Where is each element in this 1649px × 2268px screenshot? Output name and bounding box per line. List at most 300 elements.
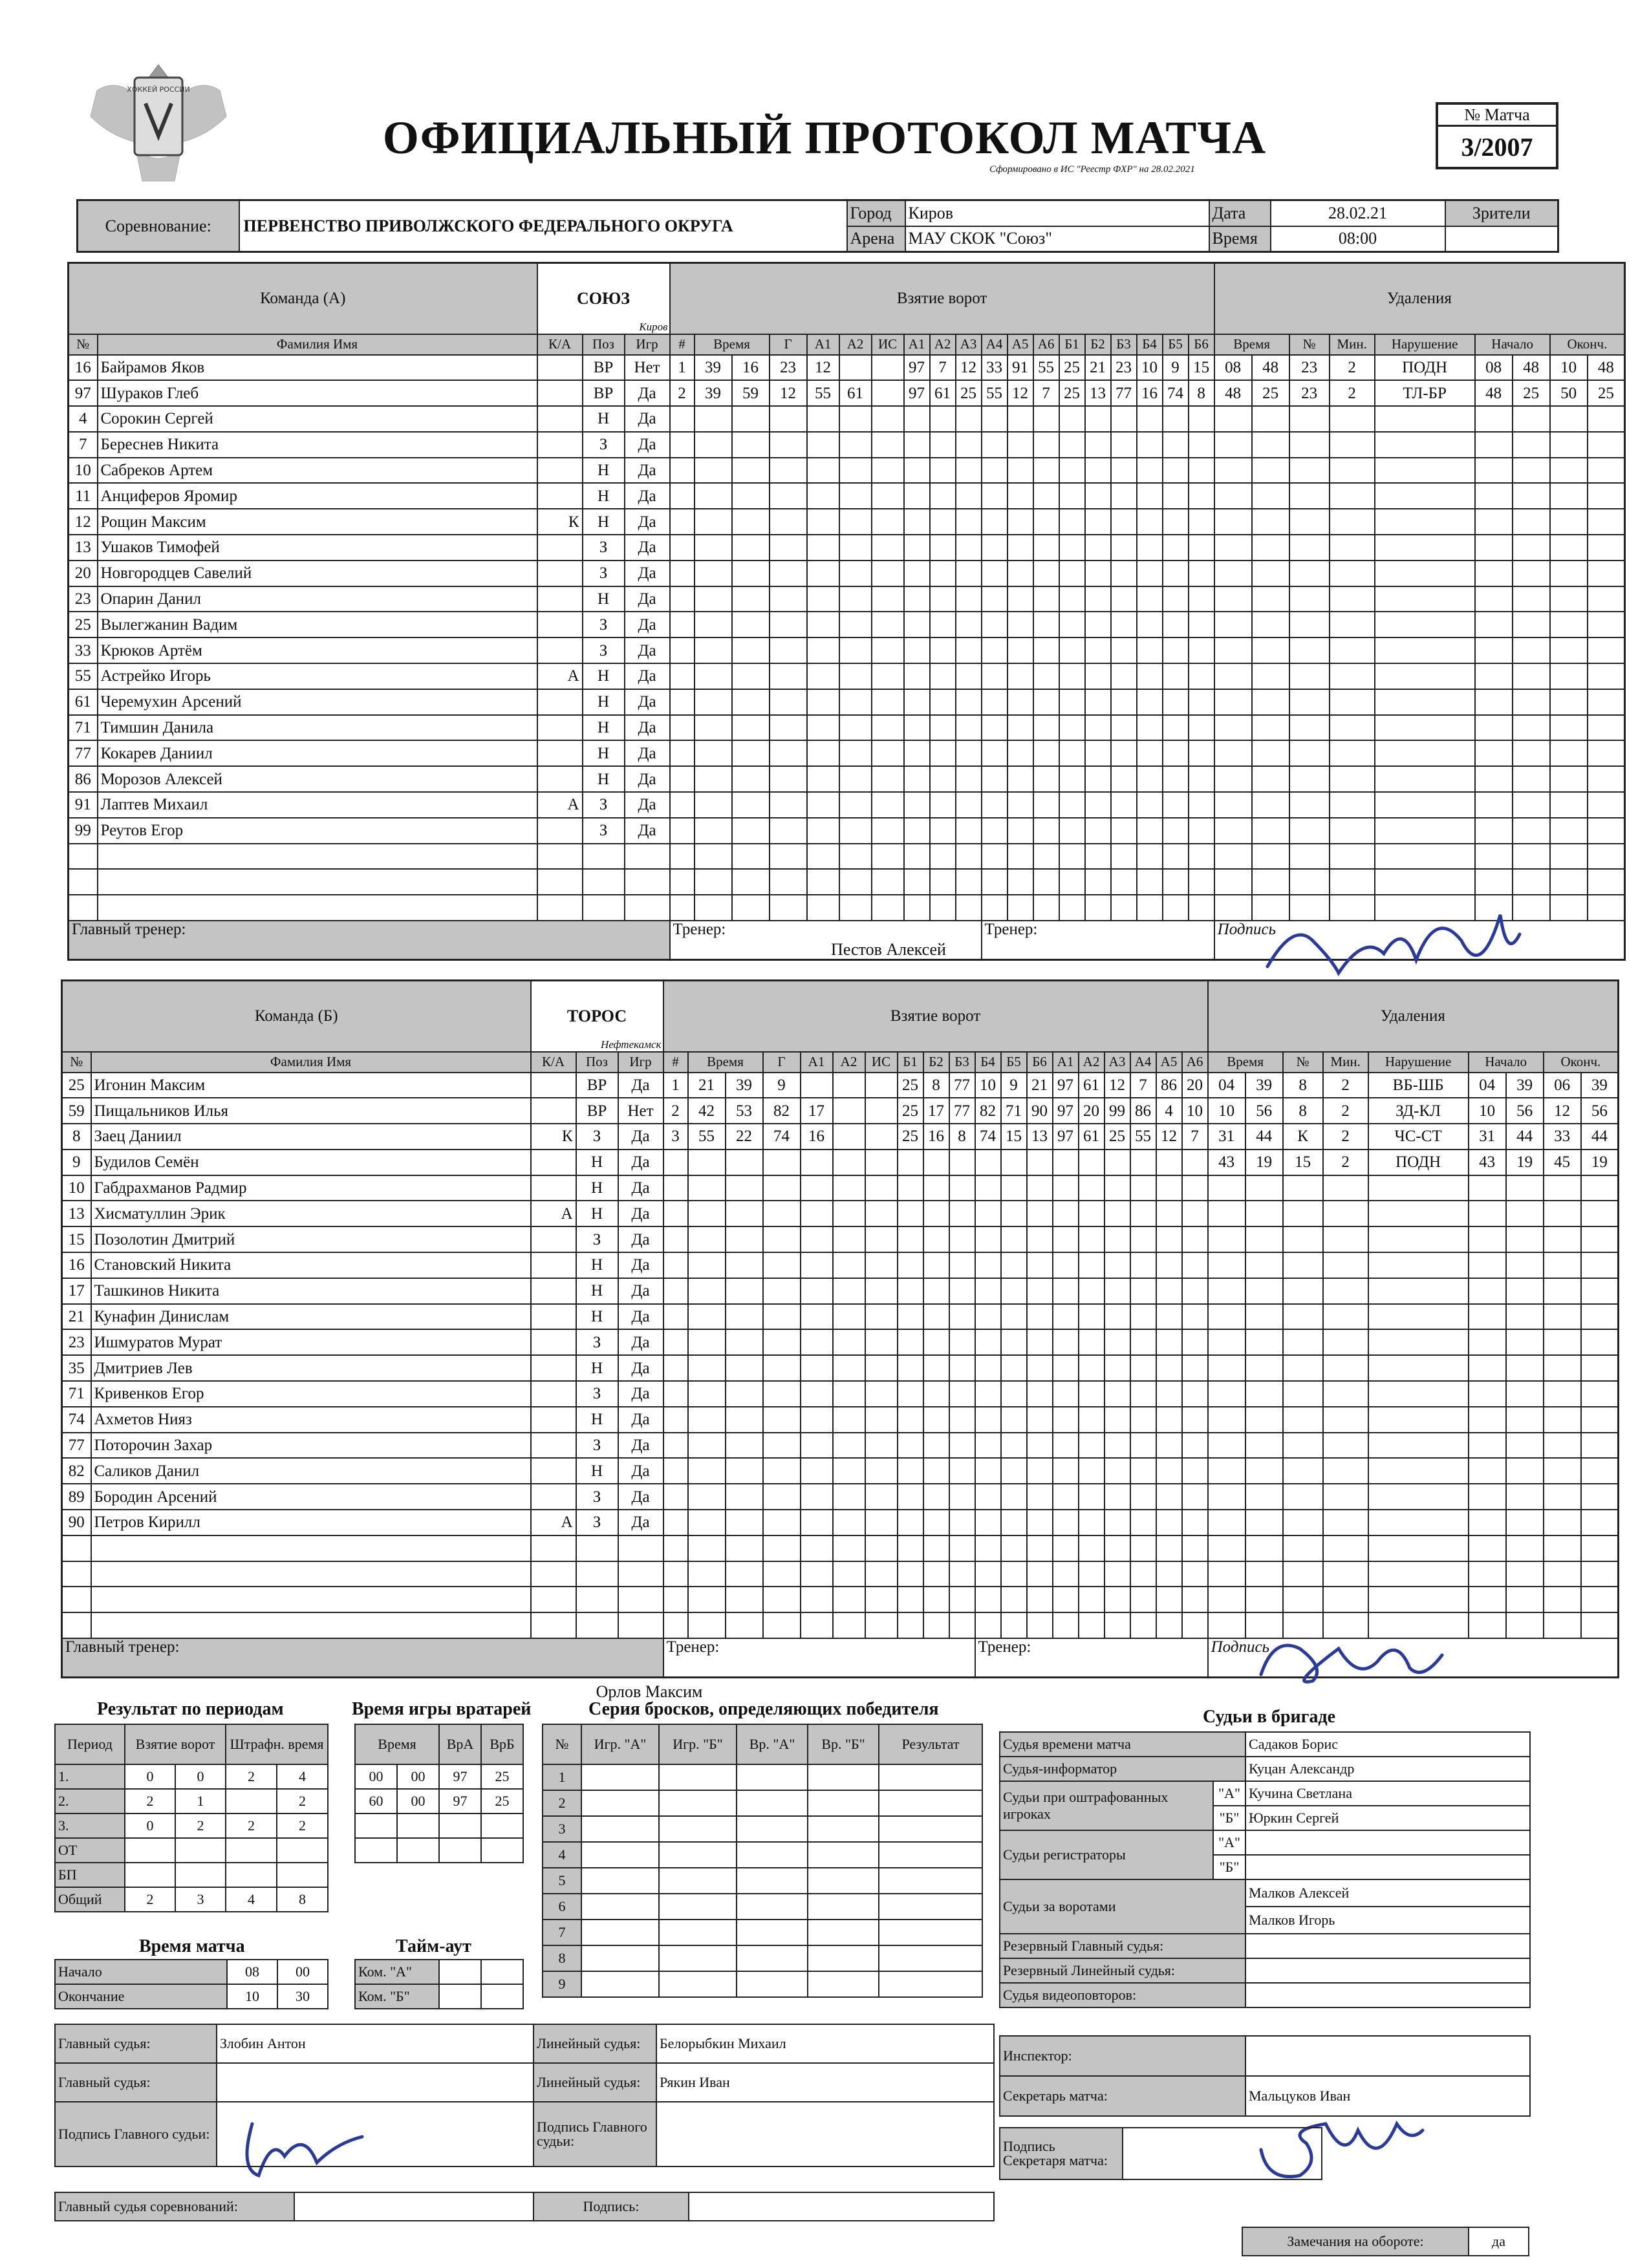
teamA-name-cell: [537, 263, 670, 334]
player-position: Н: [576, 1201, 618, 1226]
signature-team-b: [1248, 1623, 1455, 1694]
period-label: 1.: [55, 1764, 125, 1789]
player-number: 13: [69, 535, 98, 561]
shootout-number: 4: [543, 1842, 581, 1868]
officials-table: [54, 2024, 995, 2167]
player-position: З: [583, 637, 625, 663]
ref-pen-label: Судьи при оштрафованных игроках: [1000, 1781, 1213, 1830]
player-name: Заец Даниил: [91, 1124, 531, 1150]
player-role: [537, 458, 583, 484]
gk-min: [355, 1838, 397, 1863]
header-onice: А4: [982, 334, 1008, 355]
header-a2: А2: [839, 334, 872, 355]
table-row: [55, 1764, 328, 1789]
teamA-goals-title: Взятие ворот: [670, 263, 1214, 334]
goal-onice-player: 13: [1027, 1124, 1053, 1150]
player-role: [537, 586, 583, 612]
penalty-s2: 48: [1513, 355, 1550, 381]
teamA-city: Киров: [639, 320, 668, 333]
gk-h-b: ВрБ: [481, 1724, 523, 1764]
goal-a1: 17: [801, 1098, 833, 1124]
player-position: З: [576, 1226, 618, 1252]
player-played: Да: [618, 1458, 663, 1484]
notes-label: Замечания на обороте:: [1242, 2227, 1469, 2256]
penalty-t1: 10: [1208, 1098, 1245, 1124]
header-onice: Б6: [1189, 334, 1214, 355]
penalty-v: ПОДН: [1375, 355, 1475, 381]
player-name: Хисматуллин Эрик: [91, 1201, 531, 1226]
player-number: 12: [69, 509, 98, 535]
player-name: Сабреков Артем: [98, 458, 537, 484]
period-pen-b: [277, 1838, 328, 1863]
goal-a1: 16: [801, 1124, 833, 1150]
shootout-h_n: №: [543, 1724, 581, 1764]
table-row: [69, 715, 1625, 741]
player-name: Сорокин Сергей: [98, 406, 537, 432]
goal-onice-player: 23: [1111, 355, 1137, 381]
player-role: [537, 637, 583, 663]
penalty-min: 2: [1323, 1124, 1368, 1150]
player-position: З: [583, 535, 625, 561]
header-start: Начало: [1475, 334, 1550, 355]
goal-onice-player: 15: [1001, 1124, 1027, 1150]
player-played: Да: [625, 432, 670, 458]
table-row: [69, 740, 1625, 766]
player-played: Да: [618, 1304, 663, 1330]
notes-value: да: [1469, 2227, 1529, 2256]
player-number: 91: [69, 792, 98, 818]
ref-info-value: Куцан Александр: [1245, 1757, 1530, 1781]
player-name: Черемухин Арсений: [98, 689, 537, 715]
header-hash: #: [670, 334, 695, 355]
goal-onice-player: 13: [1085, 380, 1111, 406]
header-viol: Нарушение: [1375, 334, 1475, 355]
player-role: А: [537, 792, 583, 818]
period-pen-a: [226, 1838, 277, 1863]
player-played: Да: [618, 1510, 663, 1535]
player-role: [531, 1073, 576, 1098]
formed-note: Сформировано в ИС "Реестр ФХР" на 28.02.2021: [989, 164, 1195, 175]
goal-onice-player: 12: [1156, 1124, 1182, 1150]
header-is: ИС: [872, 334, 904, 355]
header-pmin: Мин.: [1330, 334, 1375, 355]
periods-h-pen: Штрафн. время: [226, 1724, 328, 1764]
goal-onice-player: 10: [975, 1073, 1001, 1098]
player-played: Да: [618, 1433, 663, 1459]
goal-onice-player: 25: [898, 1124, 923, 1150]
player-position: Н: [583, 406, 625, 432]
goal-onice-player: 61: [1079, 1124, 1105, 1150]
shootout-number: 2: [543, 1790, 581, 1816]
player-name: Саликов Данил: [91, 1458, 531, 1484]
player-number: 71: [62, 1381, 91, 1407]
player-role: [531, 1278, 576, 1304]
period-pen-b: 8: [277, 1887, 328, 1912]
goal-onice-player: 7: [930, 355, 956, 381]
ref-video-label: Судья видеоповторов:: [1000, 1983, 1245, 2007]
player-name: Рощин Максим: [98, 509, 537, 535]
player-number: 8: [62, 1124, 91, 1150]
inspector-label: Инспектор:: [1000, 2036, 1245, 2076]
player-role: [531, 1226, 576, 1252]
player-name: Кокарев Даниил: [98, 740, 537, 766]
player-number: 7: [69, 432, 98, 458]
player-role: [537, 355, 583, 381]
periods-title: Результат по периодам: [97, 1699, 284, 1719]
player-played: Да: [625, 637, 670, 663]
player-number: 82: [62, 1458, 91, 1484]
player-position: З: [583, 792, 625, 818]
player-played: Да: [625, 792, 670, 818]
ref-reg-a-tag: "А": [1213, 1830, 1245, 1855]
table-row: [69, 663, 1625, 689]
table-row: [69, 432, 1625, 458]
goal-onice-player: 25: [956, 380, 982, 406]
table-row: [69, 612, 1625, 637]
goal-a1: [801, 1073, 833, 1098]
header-a1: А1: [807, 334, 839, 355]
teamB-coach-2-label: Тренер:: [978, 1638, 1031, 1656]
line-referee-2-label: Линейный судья:: [534, 2063, 656, 2102]
table-row: [62, 1150, 1619, 1175]
team-b-section: [61, 979, 1608, 1701]
header-num: №: [69, 334, 98, 355]
gk-b: [481, 1838, 523, 1863]
player-number: 55: [69, 663, 98, 689]
goal-onice-player: 97: [1053, 1124, 1079, 1150]
penalty-s1: 31: [1469, 1124, 1506, 1150]
goal-t2: 16: [732, 355, 770, 381]
goal-onice-player: 71: [1001, 1098, 1027, 1124]
goal-onice-player: 99: [1105, 1098, 1130, 1124]
player-played: Да: [625, 766, 670, 792]
teamA-penalties-title: Удаления: [1214, 263, 1625, 334]
table-row: [543, 1945, 982, 1971]
shootout-number: 9: [543, 1971, 581, 1997]
shootout-h_res: Результат: [879, 1724, 982, 1764]
player-number: 86: [69, 766, 98, 792]
match-time-title: Время матча: [139, 1936, 245, 1956]
ref-time-label: Судья времени матча: [1000, 1732, 1245, 1757]
table-row: [62, 1458, 1619, 1484]
period-label: 3.: [55, 1813, 125, 1838]
goal-onice-player: 25: [898, 1073, 923, 1098]
match-number-label: № Матча: [1438, 105, 1556, 127]
period-pen-b: 4: [277, 1764, 328, 1789]
arena-label: Арена: [847, 226, 905, 252]
teamB-penalties-title: Удаления: [1208, 981, 1619, 1052]
match-end-hour: 10: [227, 1984, 277, 2009]
player-number: 4: [69, 406, 98, 432]
header-end: Оконч.: [1544, 1052, 1619, 1073]
player-name: Становский Никита: [91, 1252, 531, 1278]
gk-sec: [397, 1838, 439, 1863]
period-pen-b: 2: [277, 1813, 328, 1838]
player-name: Морозов Алексей: [98, 766, 537, 792]
table-row: [69, 818, 1625, 844]
player-position: Н: [583, 663, 625, 689]
goal-g: 74: [763, 1124, 801, 1150]
player-name: Игонин Максим: [91, 1073, 531, 1098]
player-name: Шураков Глеб: [98, 380, 537, 406]
main-referee-2-label: Главный судья:: [55, 2063, 217, 2102]
city-value: Киров: [905, 200, 1209, 226]
period-pen-a: 2: [226, 1813, 277, 1838]
shootout-number: 3: [543, 1816, 581, 1842]
player-position: ВР: [583, 355, 625, 381]
match-number-box: [1436, 102, 1558, 169]
penalty-s1: 04: [1469, 1073, 1506, 1098]
header-hash: #: [663, 1052, 688, 1073]
timeout-table: [354, 1959, 524, 2009]
player-number: 59: [62, 1098, 91, 1124]
period-goals-a: 2: [125, 1789, 175, 1813]
goal-onice-player: 82: [975, 1098, 1001, 1124]
penalty-e1: 50: [1550, 380, 1588, 406]
player-role: [537, 535, 583, 561]
player-number: 89: [62, 1484, 91, 1510]
player-played: Да: [618, 1329, 663, 1355]
table-row: [69, 406, 1625, 432]
main-referee-signature-label: Подпись Главного судьи:: [55, 2102, 217, 2166]
teamB-name-cell: [531, 981, 663, 1052]
teamB-head-coach-name: Орлов Максим: [596, 1682, 703, 1701]
player-played: Да: [618, 1278, 663, 1304]
player-name: Тимшин Данила: [98, 715, 537, 741]
player-played: Да: [625, 406, 670, 432]
goal-onice-player: 9: [1001, 1073, 1027, 1098]
player-played: Да: [618, 1073, 663, 1098]
header-onice: А2: [930, 334, 956, 355]
competition-label: Соревнование:: [78, 200, 239, 252]
goal-onice-player: 97: [1053, 1098, 1079, 1124]
table-row: [62, 1278, 1619, 1304]
header-name: Фамилия Имя: [91, 1052, 531, 1073]
referees-table: [999, 1731, 1531, 2008]
goal-no: 1: [670, 355, 695, 381]
goal-onice-player: 9: [1163, 355, 1189, 381]
period-goals-b: 0: [175, 1764, 226, 1789]
goal-onice-player: 7: [1130, 1073, 1156, 1098]
gk-min: [355, 1813, 397, 1838]
player-played: Да: [625, 483, 670, 509]
competition-referee-table: [54, 2192, 995, 2221]
date-label: Дата: [1209, 200, 1271, 226]
table-row: [69, 380, 1625, 406]
penalty-s1: 08: [1475, 355, 1513, 381]
table-row: [62, 1433, 1619, 1459]
header-g: Г: [763, 1052, 801, 1073]
gk-b: [481, 1813, 523, 1838]
competition-sign-label: Подпись:: [534, 2192, 689, 2221]
player-role: А: [531, 1201, 576, 1226]
table-row: [69, 509, 1625, 535]
player-number: 90: [62, 1510, 91, 1535]
header-onice: А1: [1053, 1052, 1079, 1073]
player-name: Бородин Арсений: [91, 1484, 531, 1510]
ref-reg-label: Судьи регистраторы: [1000, 1830, 1213, 1879]
ref-pen-b-value: Юркин Сергей: [1245, 1806, 1530, 1830]
header-viol: Нарушение: [1368, 1052, 1469, 1073]
ref-goal-2: Малков Игорь: [1245, 1907, 1530, 1934]
goal-onice-player: 12: [956, 355, 982, 381]
header-g: Г: [770, 334, 807, 355]
player-name: Дмитриев Лев: [91, 1355, 531, 1381]
penalty-n: К: [1283, 1124, 1323, 1150]
header-ka: К/А: [531, 1052, 576, 1073]
gk-table: [354, 1724, 524, 1863]
penalty-v: ВБ-ШБ: [1368, 1073, 1469, 1098]
player-position: Н: [583, 766, 625, 792]
header-gtime: Время: [688, 1052, 763, 1073]
player-role: [531, 1484, 576, 1510]
teamB-signature-label: Подпись: [1208, 1638, 1619, 1677]
player-position: Н: [583, 586, 625, 612]
teamA-label: Команда (А): [69, 263, 537, 334]
player-position: З: [583, 432, 625, 458]
secretary-signature-table: [999, 2127, 1322, 2180]
goal-onice-player: 16: [923, 1124, 949, 1150]
penalty-n: 8: [1283, 1098, 1323, 1124]
period-goals-a: 0: [125, 1813, 175, 1838]
table-row: [69, 844, 1625, 870]
period-pen-a: 4: [226, 1887, 277, 1912]
secretary-value: Мальцуков Иван: [1245, 2076, 1530, 2116]
teamB-roster-table: [61, 979, 1619, 1678]
goal-onice-player: 97: [904, 355, 930, 381]
goal-onice-player: 12: [1008, 380, 1033, 406]
period-pen-a: [226, 1789, 277, 1813]
goal-onice-player: 55: [1033, 355, 1059, 381]
shootout-h_ga: Вр. "А": [737, 1724, 808, 1764]
match-time-table: [54, 1959, 329, 2009]
gk-a: [439, 1838, 481, 1863]
referees-title: Судьи в бригаде: [1203, 1707, 1335, 1727]
player-played: Да: [618, 1484, 663, 1510]
gk-min: 60: [355, 1789, 397, 1813]
penalty-min: 2: [1330, 355, 1375, 381]
header-a1: А1: [801, 1052, 833, 1073]
player-role: [531, 1150, 576, 1175]
player-played: Да: [618, 1226, 663, 1252]
table-row: [69, 535, 1625, 561]
goal-onice-player: 25: [1105, 1124, 1130, 1150]
goal-onice-player: 91: [1008, 355, 1033, 381]
goal-onice-player: 15: [1189, 355, 1214, 381]
player-played: Да: [618, 1252, 663, 1278]
goal-a1: 12: [807, 355, 839, 381]
gk-a: 97: [439, 1789, 481, 1813]
period-goals-b: [175, 1863, 226, 1887]
match-start-label: Начало: [55, 1960, 227, 1984]
table-row: [69, 637, 1625, 663]
timeout-b-label: Ком. "Б": [355, 1984, 439, 2009]
player-number: 10: [62, 1175, 91, 1201]
table-row: [355, 1789, 523, 1813]
goal-g: 82: [763, 1098, 801, 1124]
player-position: З: [576, 1124, 618, 1150]
header-onice: Б1: [898, 1052, 923, 1073]
goal-onice-player: 86: [1130, 1098, 1156, 1124]
player-number: 61: [69, 689, 98, 715]
shootout-title: Серия бросков, определяющих победителя: [588, 1699, 939, 1719]
table-row: [55, 1813, 328, 1838]
header-name: Фамилия Имя: [98, 334, 537, 355]
period-goals-a: [125, 1863, 175, 1887]
player-position: Н: [583, 458, 625, 484]
player-played: Да: [625, 561, 670, 586]
teamA-roster-table: [67, 262, 1626, 961]
player-name: Астрейко Игорь: [98, 663, 537, 689]
match-start-hour: 08: [227, 1960, 277, 1984]
player-position: З: [576, 1329, 618, 1355]
goal-onice-player: 21: [1085, 355, 1111, 381]
goal-onice-player: 61: [1079, 1073, 1105, 1098]
ref-pen-b-tag: "Б": [1213, 1806, 1245, 1830]
header-onice: Б5: [1163, 334, 1189, 355]
competition-referee-label: Главный судья соревнований:: [55, 2192, 294, 2221]
ref-res-line-label: Резервный Линейный судья:: [1000, 1958, 1245, 1983]
gk-sec: [397, 1813, 439, 1838]
teamB-goals-title: Взятие ворот: [663, 981, 1208, 1052]
goal-g: 23: [770, 355, 807, 381]
main-referee-1-label: Главный судья:: [55, 2024, 217, 2063]
goal-onice-player: 10: [1137, 355, 1163, 381]
table-row: [62, 1226, 1619, 1252]
header-played: Игр: [625, 334, 670, 355]
header-start: Начало: [1469, 1052, 1544, 1073]
player-position: Н: [576, 1278, 618, 1304]
header-onice: Б6: [1027, 1052, 1053, 1073]
teamB-city: Нефтекамск: [601, 1038, 662, 1051]
teamA-coach-2-label: Тренер:: [984, 921, 1038, 939]
shootout-h_gb: Вр. "Б": [808, 1724, 879, 1764]
header-pmin: Мин.: [1323, 1052, 1368, 1073]
player-number: 11: [69, 483, 98, 509]
match-end-label: Окончание: [55, 1984, 227, 2009]
player-played: Да: [625, 380, 670, 406]
penalty-n: 8: [1283, 1073, 1323, 1098]
header-onice: А6: [1033, 334, 1059, 355]
goal-a1: 55: [807, 380, 839, 406]
main-referee-1: Злобин Антон: [217, 2024, 534, 2063]
table-row: [62, 1561, 1619, 1587]
period-pen-b: 2: [277, 1789, 328, 1813]
header-onice: А1: [904, 334, 930, 355]
player-position: Н: [583, 509, 625, 535]
table-row: [543, 1764, 982, 1790]
ref-goal-label: Судьи за воротами: [1000, 1879, 1245, 1934]
period-goals-a: 2: [125, 1887, 175, 1912]
penalty-t1: 31: [1208, 1124, 1245, 1150]
player-number: 77: [62, 1433, 91, 1459]
penalty-t2: 19: [1245, 1150, 1283, 1175]
notes-table: [1242, 2227, 1529, 2256]
periods-h-goals: Взятие ворот: [125, 1724, 226, 1764]
main-referee-2-signature-label: Подпись Главного судьи:: [534, 2102, 656, 2166]
header-onice: Б5: [1001, 1052, 1027, 1073]
gk-title: Время игры вратарей: [352, 1699, 532, 1719]
goal-is: [865, 1098, 898, 1124]
goal-onice-player: 97: [1053, 1073, 1079, 1098]
header-onice: Б3: [1111, 334, 1137, 355]
goal-g: 9: [763, 1073, 801, 1098]
goal-onice-player: 77: [949, 1098, 975, 1124]
penalty-v: ЧС-СТ: [1368, 1124, 1469, 1150]
table-row: [62, 1175, 1619, 1201]
goal-g: 12: [770, 380, 807, 406]
penalty-e2: 48: [1588, 355, 1625, 381]
